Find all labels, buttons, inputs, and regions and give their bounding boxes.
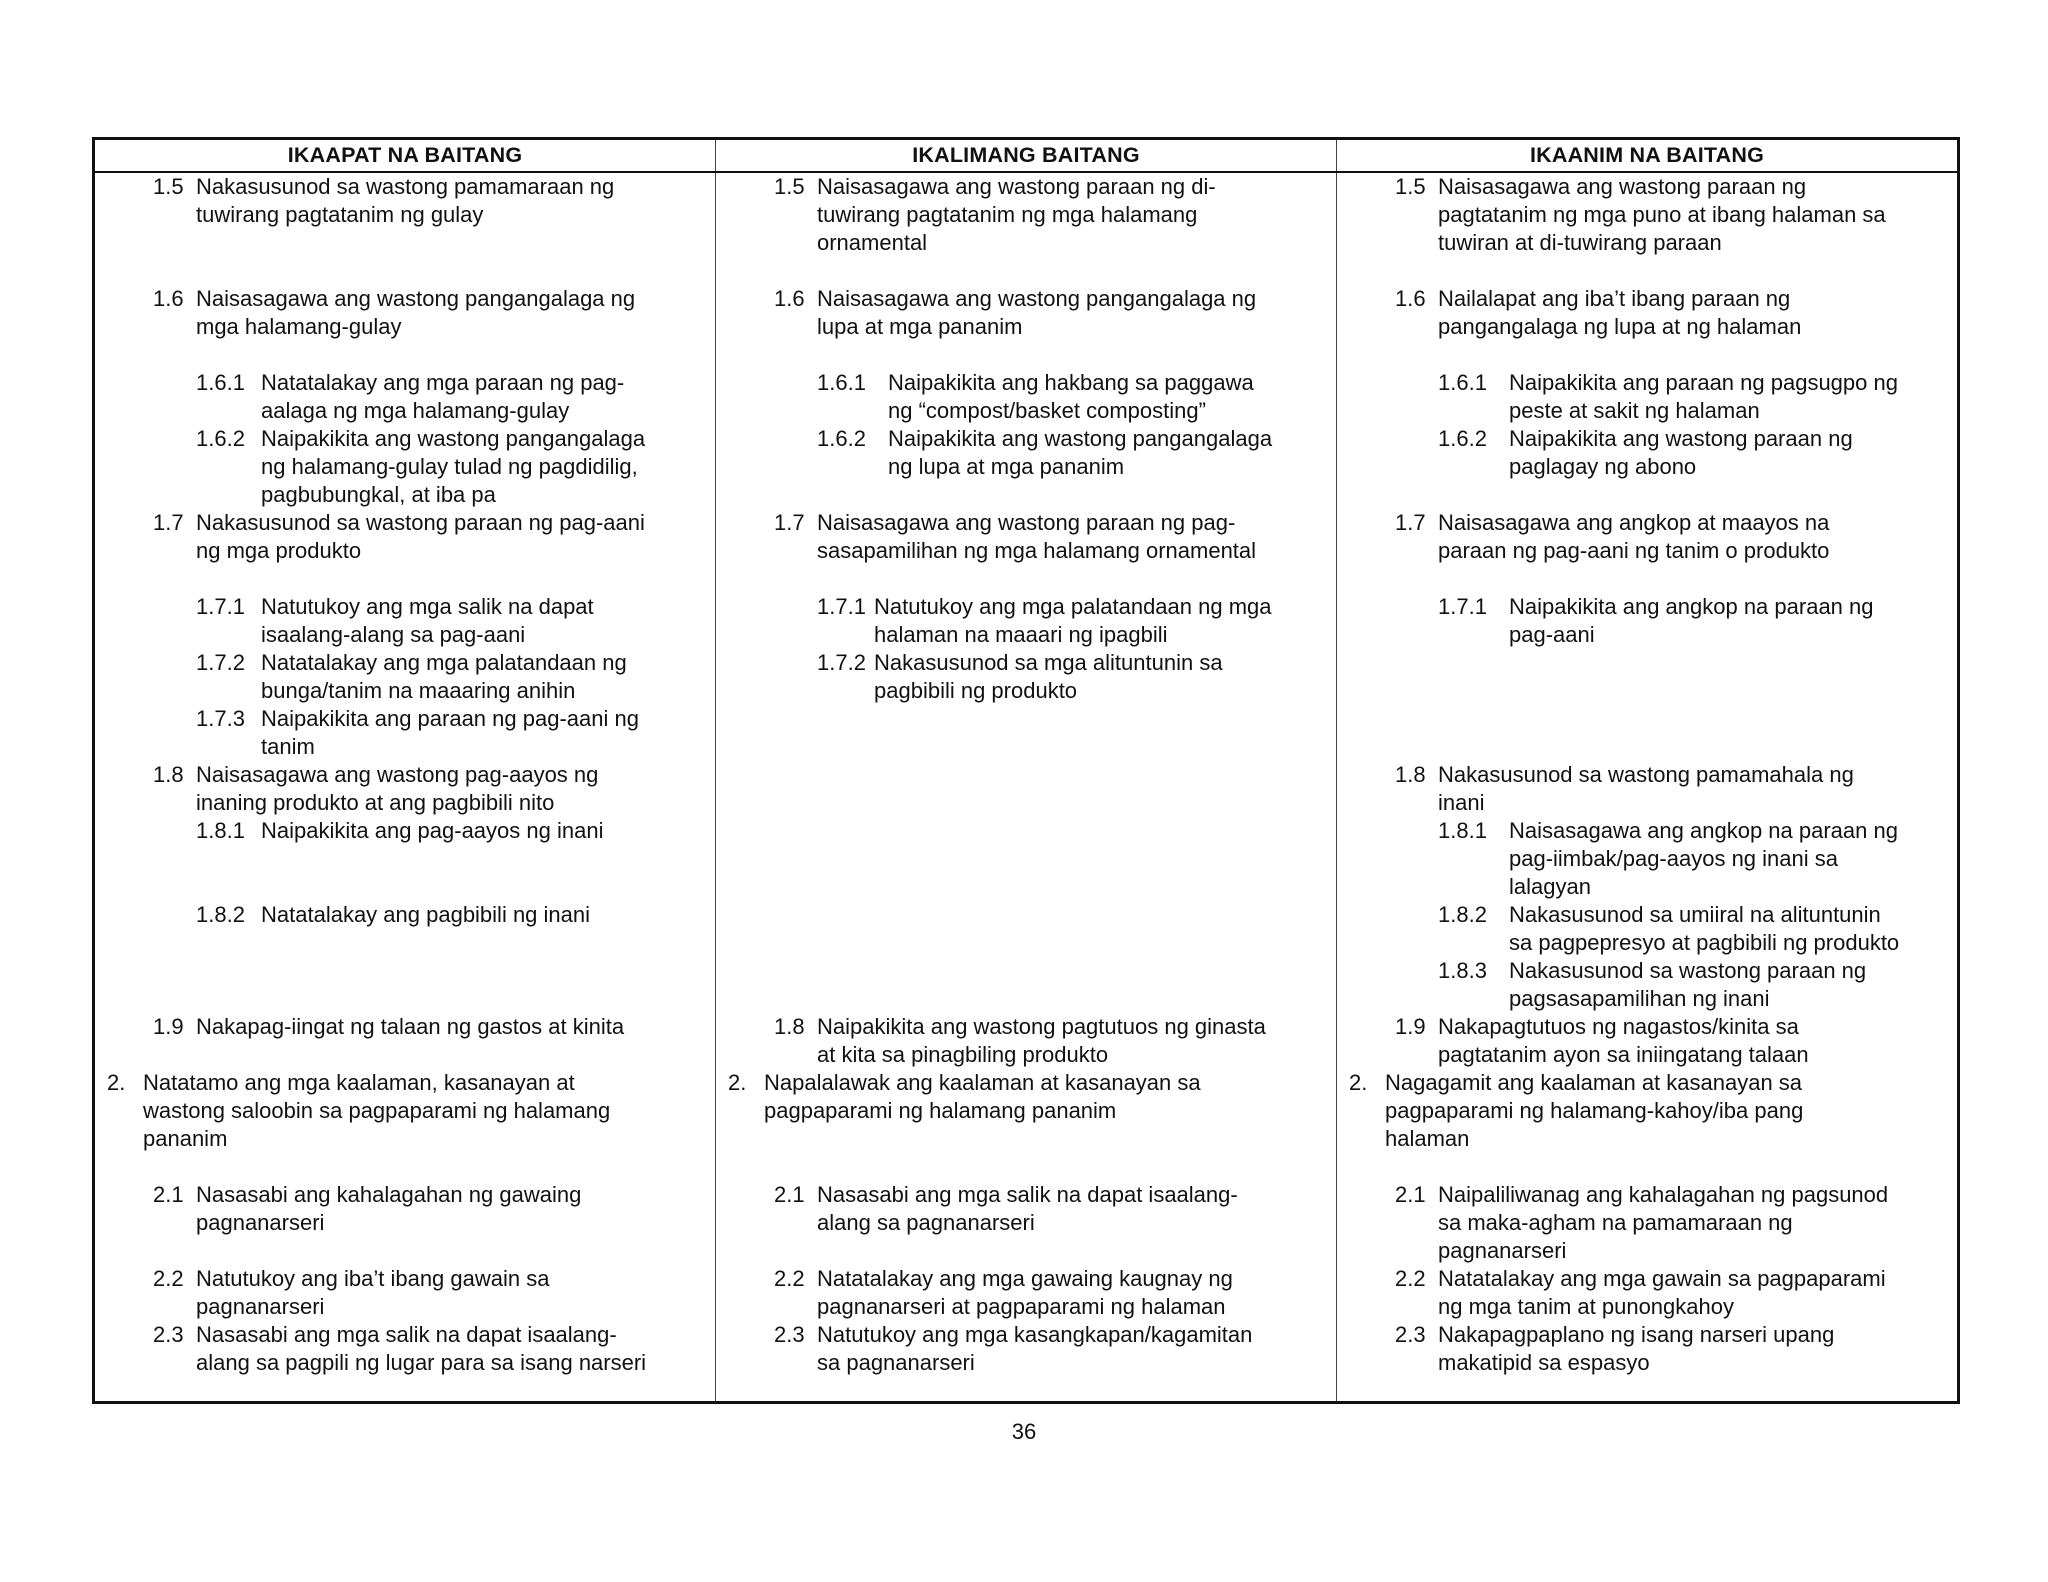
item-text-line: Naisasagawa ang wastong paraan ng pag- (817, 510, 1236, 535)
item-text-line: inaning produkto at ang pagbibili nito (196, 790, 555, 815)
item-number: 2. (1349, 1070, 1368, 1095)
item-text-line: pagbubungkal, at iba pa (261, 482, 496, 507)
item-text-line: Naipakikita ang wastong pangangalaga (888, 426, 1273, 451)
item-text (817, 509, 1256, 565)
item-text-line: Natatalakay ang mga palatandaan ng (261, 650, 627, 675)
item-number: 1.5 (774, 174, 805, 199)
item-text-line: Naipakikita ang hakbang sa paggawa (888, 370, 1254, 395)
item-text-line: paraan ng pag-aani ng tanim o produkto (1438, 538, 1830, 563)
item-number: 1.7.3 (196, 706, 245, 731)
item-text-line: halaman (1385, 1126, 1470, 1151)
item-text (1438, 285, 1801, 341)
item-number: 1.8.3 (1438, 958, 1487, 983)
item-text-line: Nakasusunod sa wastong paraan ng pag-aani (196, 510, 645, 535)
item-text-line: ng “compost/basket composting” (888, 398, 1206, 423)
item-number: 1.7 (1395, 510, 1426, 535)
item-text-line: pagnanarseri at pagpaparami ng halaman (817, 1294, 1226, 1319)
item-text (196, 761, 598, 817)
item-text-line: Naisasagawa ang wastong pag-aayos ng (196, 762, 599, 787)
item-text-line: pagsasapamilihan ng inani (1509, 986, 1770, 1011)
item-number: 1.5 (153, 174, 184, 199)
item-text (1438, 1181, 1888, 1265)
item-text-line: pagtatanim ayon sa iniingatang talaan (1438, 1042, 1809, 1067)
item-text (817, 1181, 1238, 1237)
item-text (817, 1321, 1252, 1377)
item-number: 2.1 (774, 1182, 805, 1207)
item-text (1438, 1321, 1834, 1377)
item-text-line: Natutukoy ang iba’t ibang gawain sa (196, 1266, 550, 1291)
item-text-line: Natutukoy ang mga kasangkapan/kagamitan (817, 1322, 1253, 1347)
item-text (888, 369, 1254, 425)
item-text-line: alang sa pagnanarseri (817, 1210, 1035, 1235)
header-grade-5: IKALIMANG BAITANG (912, 143, 1140, 167)
item-text-line: pagbibili ng produkto (874, 678, 1078, 703)
item-text-line: Natatamo ang mga kaalaman, kasanayan at (143, 1070, 575, 1095)
item-text-line: Naisasagawa ang angkop na paraan ng (1509, 818, 1898, 843)
item-number: 1.8.2 (196, 902, 245, 927)
item-number: 2.1 (153, 1182, 184, 1207)
item-text-line: ng halamang-gulay tulad ng pagdidilig, (261, 454, 638, 479)
item-text (261, 901, 590, 929)
header-grade-4: IKAAPAT NA BAITANG (287, 143, 523, 167)
item-number: 2.3 (153, 1322, 184, 1347)
item-text-line: Natutukoy ang mga palatandaan ng mga (874, 594, 1272, 619)
item-text-line: Nakasusunod sa mga alituntunin sa (874, 650, 1223, 675)
item-number: 1.6.2 (196, 426, 245, 451)
item-number: 1.7.2 (196, 650, 245, 675)
item-number: 2.2 (774, 1266, 805, 1291)
item-number: 1.6.1 (1438, 370, 1487, 395)
item-text-line: Naipakikita ang wastong paraan ng (1509, 426, 1853, 451)
item-text-line: makatipid sa espasyo (1438, 1350, 1650, 1375)
item-number: 1.7.1 (196, 594, 245, 619)
item-text (817, 173, 1216, 257)
item-text-line: tuwirang pagtatanim ng gulay (196, 202, 484, 227)
item-number: 1.7.2 (817, 650, 866, 675)
item-text (261, 425, 645, 509)
item-number: 1.8.1 (1438, 818, 1487, 843)
item-text-line: peste at sakit ng halaman (1509, 398, 1760, 423)
item-text-line: Naisasagawa ang angkop at maayos na (1438, 510, 1830, 535)
item-text (196, 1013, 624, 1041)
item-number: 1.8 (153, 762, 184, 787)
item-number: 1.6.1 (817, 370, 866, 395)
item-text-line: Nakasusunod sa wastong pamamahala ng (1438, 762, 1854, 787)
item-text (1509, 369, 1898, 425)
item-text-line: pagtatanim ng mga puno at ibang halaman sa (1438, 202, 1886, 227)
item-number: 1.6 (774, 286, 805, 311)
item-number: 1.7.1 (817, 594, 866, 619)
item-text (196, 1321, 646, 1377)
item-text (261, 369, 624, 425)
item-text-line: Nakasusunod sa umiiral na alituntunin (1509, 902, 1881, 927)
column-divider (1336, 140, 1337, 1401)
item-text-line: inani (1438, 790, 1485, 815)
item-text (1509, 957, 1866, 1013)
item-text-line: tanim (261, 734, 315, 759)
item-text-line: pagpaparami ng halamang pananim (764, 1098, 1117, 1123)
item-text-line: isaalang-alang sa pag-aani (261, 622, 526, 647)
item-text-line: pag-iimbak/pag-aayos ng inani sa (1509, 846, 1838, 871)
item-text-line: aalaga ng mga halamang-gulay (261, 398, 570, 423)
item-text (196, 1265, 549, 1321)
item-text (817, 285, 1256, 341)
competency-table (92, 137, 1960, 1404)
item-number: 1.6 (153, 286, 184, 311)
item-text (1438, 509, 1829, 565)
item-text-line: Nailalapat ang iba’t ibang paraan ng (1438, 286, 1791, 311)
item-text (1438, 1013, 1809, 1069)
item-text-line: pagpaparami ng halamang-kahoy/iba pang (1385, 1098, 1804, 1123)
item-number: 1.9 (1395, 1014, 1426, 1039)
item-text-line: ornamental (817, 230, 928, 255)
item-text-line: Nasasabi ang mga salik na dapat isaalang- (196, 1322, 617, 1347)
item-number: 1.5 (1395, 174, 1426, 199)
item-number: 1.7 (774, 510, 805, 535)
item-text-line: Nakapag-iingat ng talaan ng gastos at kinita (196, 1014, 625, 1039)
item-text (261, 817, 603, 845)
item-text (196, 509, 645, 565)
item-number: 2.3 (774, 1322, 805, 1347)
item-text (261, 593, 594, 649)
item-text-line: pagnanarseri (196, 1294, 325, 1319)
item-text-line: sa maka-agham na pamamaraan ng (1438, 1210, 1793, 1235)
item-text-line: Natatalakay ang mga gawaing kaugnay ng (817, 1266, 1233, 1291)
item-text-line: pagnanarseri (196, 1210, 325, 1235)
item-text (1438, 173, 1886, 257)
item-text-line: mga halamang-gulay (196, 314, 402, 339)
item-text (1385, 1069, 1803, 1153)
item-text (1509, 593, 1874, 649)
item-text (196, 1181, 581, 1237)
item-text-line: Napalalawak ang kaalaman at kasanayan sa (764, 1070, 1201, 1095)
item-text-line: Naisasagawa ang wastong paraan ng (1438, 174, 1807, 199)
item-text-line: sa pagnanarseri (817, 1350, 975, 1375)
item-number: 1.6.2 (1438, 426, 1487, 451)
item-number: 1.7.1 (1438, 594, 1487, 619)
item-number: 1.8 (1395, 762, 1426, 787)
item-number: 2.2 (153, 1266, 184, 1291)
item-text-line: lupa at mga pananim (817, 314, 1023, 339)
item-text-line: pagnanarseri (1438, 1238, 1567, 1263)
item-text (817, 1265, 1233, 1321)
item-text (1438, 1265, 1886, 1321)
item-text-line: Nagagamit ang kaalaman at kasanayan sa (1385, 1070, 1803, 1095)
item-text-line: ng lupa at mga pananim (888, 454, 1125, 479)
item-text-line: tuwiran at di-tuwirang paraan (1438, 230, 1722, 255)
item-text-line: Nakasusunod sa wastong pamamaraan ng (196, 174, 615, 199)
item-text-line: Nasasabi ang mga salik na dapat isaalang- (817, 1182, 1238, 1207)
item-text (1509, 425, 1853, 481)
item-number: 1.8.2 (1438, 902, 1487, 927)
item-text (874, 593, 1272, 649)
page-number: 36 (1011, 1419, 1037, 1444)
item-text (1509, 901, 1899, 957)
item-number: 2.3 (1395, 1322, 1426, 1347)
item-text-line: Naipakikita ang paraan ng pag-aani ng (261, 706, 639, 731)
item-number: 1.9 (153, 1014, 184, 1039)
item-number: 1.6.2 (817, 426, 866, 451)
item-text-line: Naipaliliwanag ang kahalagahan ng pagsunod (1438, 1182, 1889, 1207)
item-text-line: Naipakikita ang wastong pangangalaga (261, 426, 646, 451)
item-number: 1.8 (774, 1014, 805, 1039)
item-text (261, 649, 627, 705)
item-text-line: alang sa pagpili ng lugar para sa isang narseri (196, 1350, 647, 1375)
item-number: 2. (107, 1070, 126, 1095)
item-text-line: bunga/tanim na maaaring anihin (261, 678, 576, 703)
item-text-line: Nakapagpaplano ng isang narseri upang (1438, 1322, 1835, 1347)
item-text (817, 1013, 1266, 1069)
item-text-line: Naipakikita ang paraan ng pagsugpo ng (1509, 370, 1898, 395)
item-text-line: wastong saloobin sa pagpaparami ng halamang (143, 1098, 611, 1123)
item-text-line: Naipakikita ang pag-aayos ng inani (261, 818, 604, 843)
item-text (261, 705, 639, 761)
column-divider (715, 140, 716, 1401)
item-text-line: Nasasabi ang kahalagahan ng gawaing (196, 1182, 582, 1207)
item-text-line: Naisasagawa ang wastong paraan ng di- (817, 174, 1216, 199)
item-text (1438, 761, 1854, 817)
item-text-line: halaman na maaari ng ipagbili (874, 622, 1168, 647)
item-text-line: pag-aani (1509, 622, 1595, 647)
item-text-line: Naipakikita ang wastong pagtutuos ng ginasta (817, 1014, 1266, 1039)
item-number: 2.1 (1395, 1182, 1426, 1207)
item-text-line: tuwirang pagtatanim ng mga halamang (817, 202, 1198, 227)
item-text-line: Natatalakay ang pagbibili ng inani (261, 902, 591, 927)
item-text-line: sa pagpepresyo at pagbibili ng produkto (1509, 930, 1900, 955)
item-text-line: sasapamilihan ng mga halamang ornamental (817, 538, 1257, 563)
item-text (764, 1069, 1201, 1125)
item-text (888, 425, 1272, 481)
item-text-line: lalagyan (1509, 874, 1591, 899)
item-number: 1.6 (1395, 286, 1426, 311)
item-text-line: Naisasagawa ang wastong pangangalaga ng (196, 286, 636, 311)
item-text-line: Natatalakay ang mga paraan ng pag- (261, 370, 625, 395)
item-text-line: Nakasusunod sa wastong paraan ng (1509, 958, 1867, 983)
item-text-line: pangangalaga ng lupa at ng halaman (1438, 314, 1802, 339)
item-text-line: Natatalakay ang mga gawain sa pagpaparami (1438, 1266, 1886, 1291)
item-text-line: Naipakikita ang angkop na paraan ng (1509, 594, 1874, 619)
item-text-line: Nakapagtutuos ng nagastos/kinita sa (1438, 1014, 1799, 1039)
item-text (196, 285, 635, 341)
item-number: 2. (728, 1070, 747, 1095)
item-text-line: Natutukoy ang mga salik na dapat (261, 594, 594, 619)
item-text (196, 173, 614, 229)
item-text (874, 649, 1223, 705)
item-text (143, 1069, 610, 1153)
item-text-line: ng mga tanim at punongkahoy (1438, 1294, 1734, 1319)
item-text (1509, 817, 1898, 901)
item-number: 2.2 (1395, 1266, 1426, 1291)
item-number: 1.6.1 (196, 370, 245, 395)
item-text-line: ng mga produkto (196, 538, 362, 563)
header-grade-6: IKAANIM NA BAITANG (1529, 143, 1765, 167)
item-text-line: at kita sa pinagbiling produkto (817, 1042, 1109, 1067)
item-text-line: pananim (143, 1126, 228, 1151)
item-number: 1.8.1 (196, 818, 245, 843)
item-text-line: Naisasagawa ang wastong pangangalaga ng (817, 286, 1257, 311)
item-text-line: paglagay ng abono (1509, 454, 1697, 479)
item-number: 1.7 (153, 510, 184, 535)
